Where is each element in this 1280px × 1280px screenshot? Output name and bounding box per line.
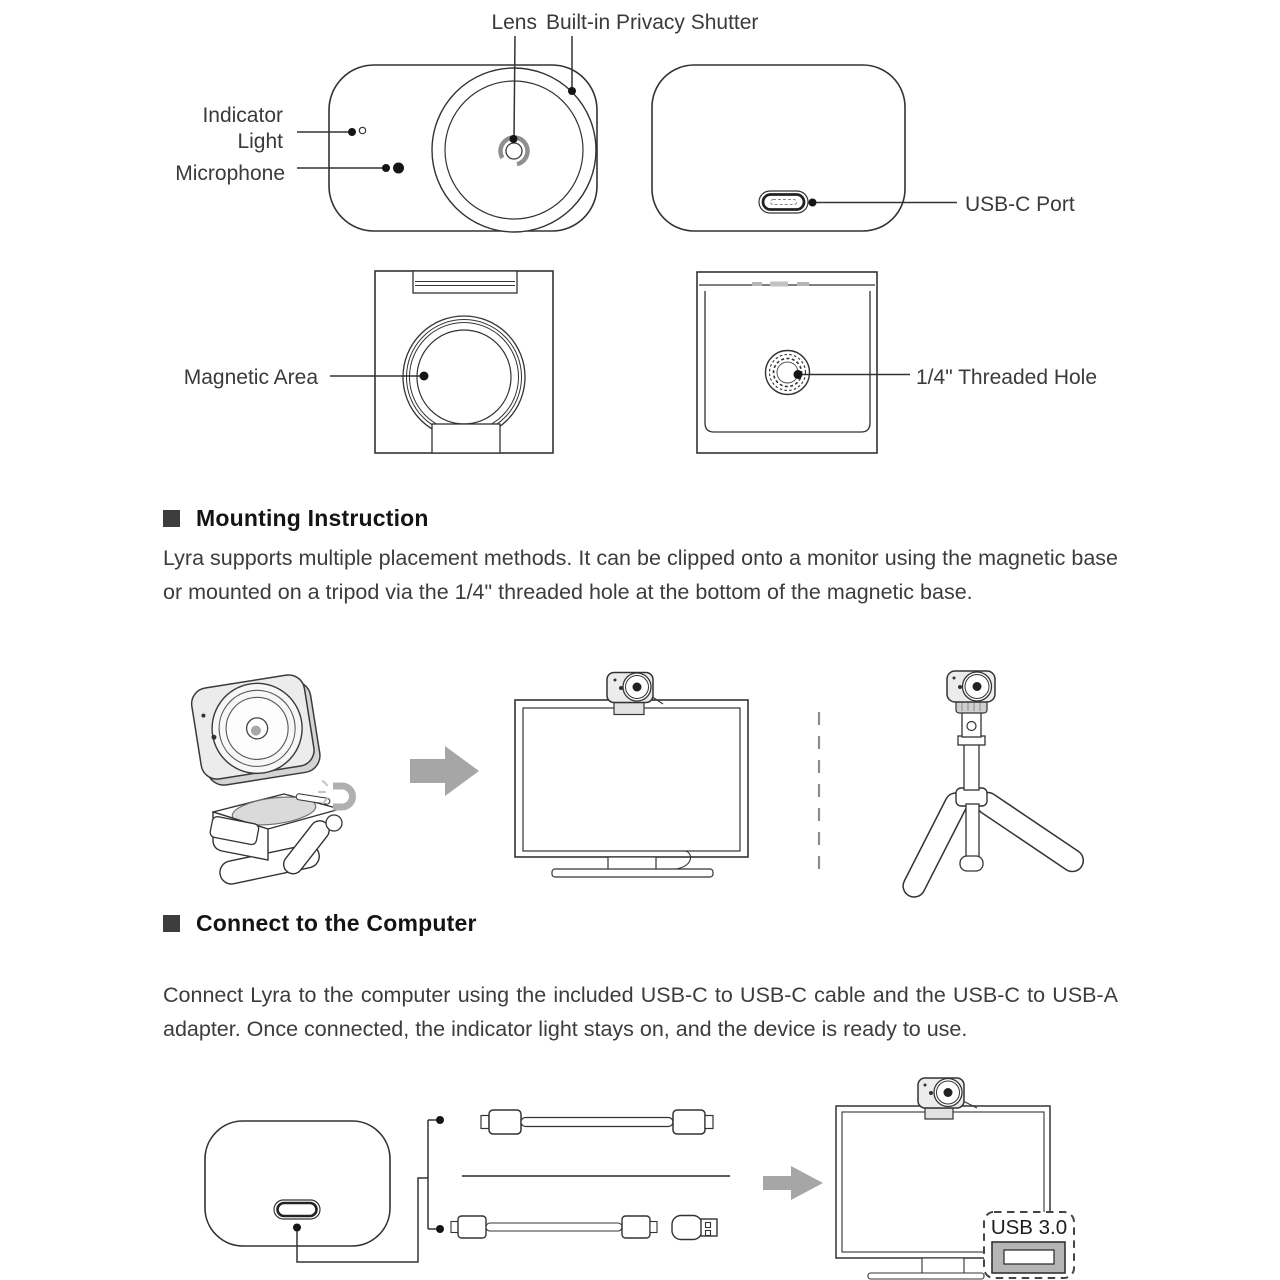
bottom-view-illustration xyxy=(697,272,910,453)
privacy-shutter-label: Built-in Privacy Shutter xyxy=(546,11,759,34)
threaded-hole-shape xyxy=(766,351,810,395)
mounting-illustration xyxy=(189,671,1087,901)
indicator-light-label xyxy=(175,103,283,155)
usb3-label: USB 3.0 xyxy=(990,1216,1068,1239)
indicator-light-dot xyxy=(359,127,365,133)
indicator-light-label-line1: Indicator xyxy=(202,104,283,127)
usb-c-cable-short xyxy=(451,1216,657,1238)
indicator-light-label-line2: Light xyxy=(237,130,283,153)
webcam-3d xyxy=(189,672,322,788)
microphone-dot xyxy=(393,163,404,174)
connect-to-computer-body: Connect Lyra to the computer using the included USB-C to USB-C cable and the USB-C to USB-A adapter. Once connected, the indicator light stays on, and the device is ready to use. xyxy=(163,983,1118,1041)
mounting-instruction-heading xyxy=(163,505,429,532)
mounting-instruction-heading-text: Mounting Instruction xyxy=(196,505,429,531)
usb-c-to-usb-c-cable xyxy=(481,1110,713,1134)
threaded-hole-label: 1/4" Threaded Hole xyxy=(916,366,1098,389)
connect-to-computer-heading-text: Connect to the Computer xyxy=(196,910,477,936)
magnet-icon xyxy=(319,781,353,807)
arrow-right-icon xyxy=(763,1166,823,1200)
microphone-label: Microphone xyxy=(175,162,285,185)
tripod-with-webcam xyxy=(899,671,1087,901)
usb-a-adapter xyxy=(672,1216,717,1240)
lens-label: Lens xyxy=(491,11,537,34)
arrow-right-icon xyxy=(410,746,479,796)
magnetic-base-3d xyxy=(209,793,342,886)
connect-to-computer-heading xyxy=(163,910,477,937)
usb-c-port-label: USB-C Port xyxy=(965,193,1075,216)
monitor-with-webcam xyxy=(515,673,748,878)
magnetic-area-label: Magnetic Area xyxy=(183,366,318,389)
heading-bullet-square xyxy=(163,510,180,527)
magnetic-base-view-illustration xyxy=(330,271,553,453)
front-view-illustration xyxy=(297,36,597,232)
connect-illustration xyxy=(205,1078,1074,1279)
heading-bullet-square xyxy=(163,915,180,932)
back-view-illustration xyxy=(652,65,957,231)
mounting-instruction-body: Lyra supports multiple placement methods. It can be clipped onto a monitor using the magnetic base or mounted on a tripod via the 1/4" threaded hole at the bottom of the magnetic base. xyxy=(163,546,1118,604)
